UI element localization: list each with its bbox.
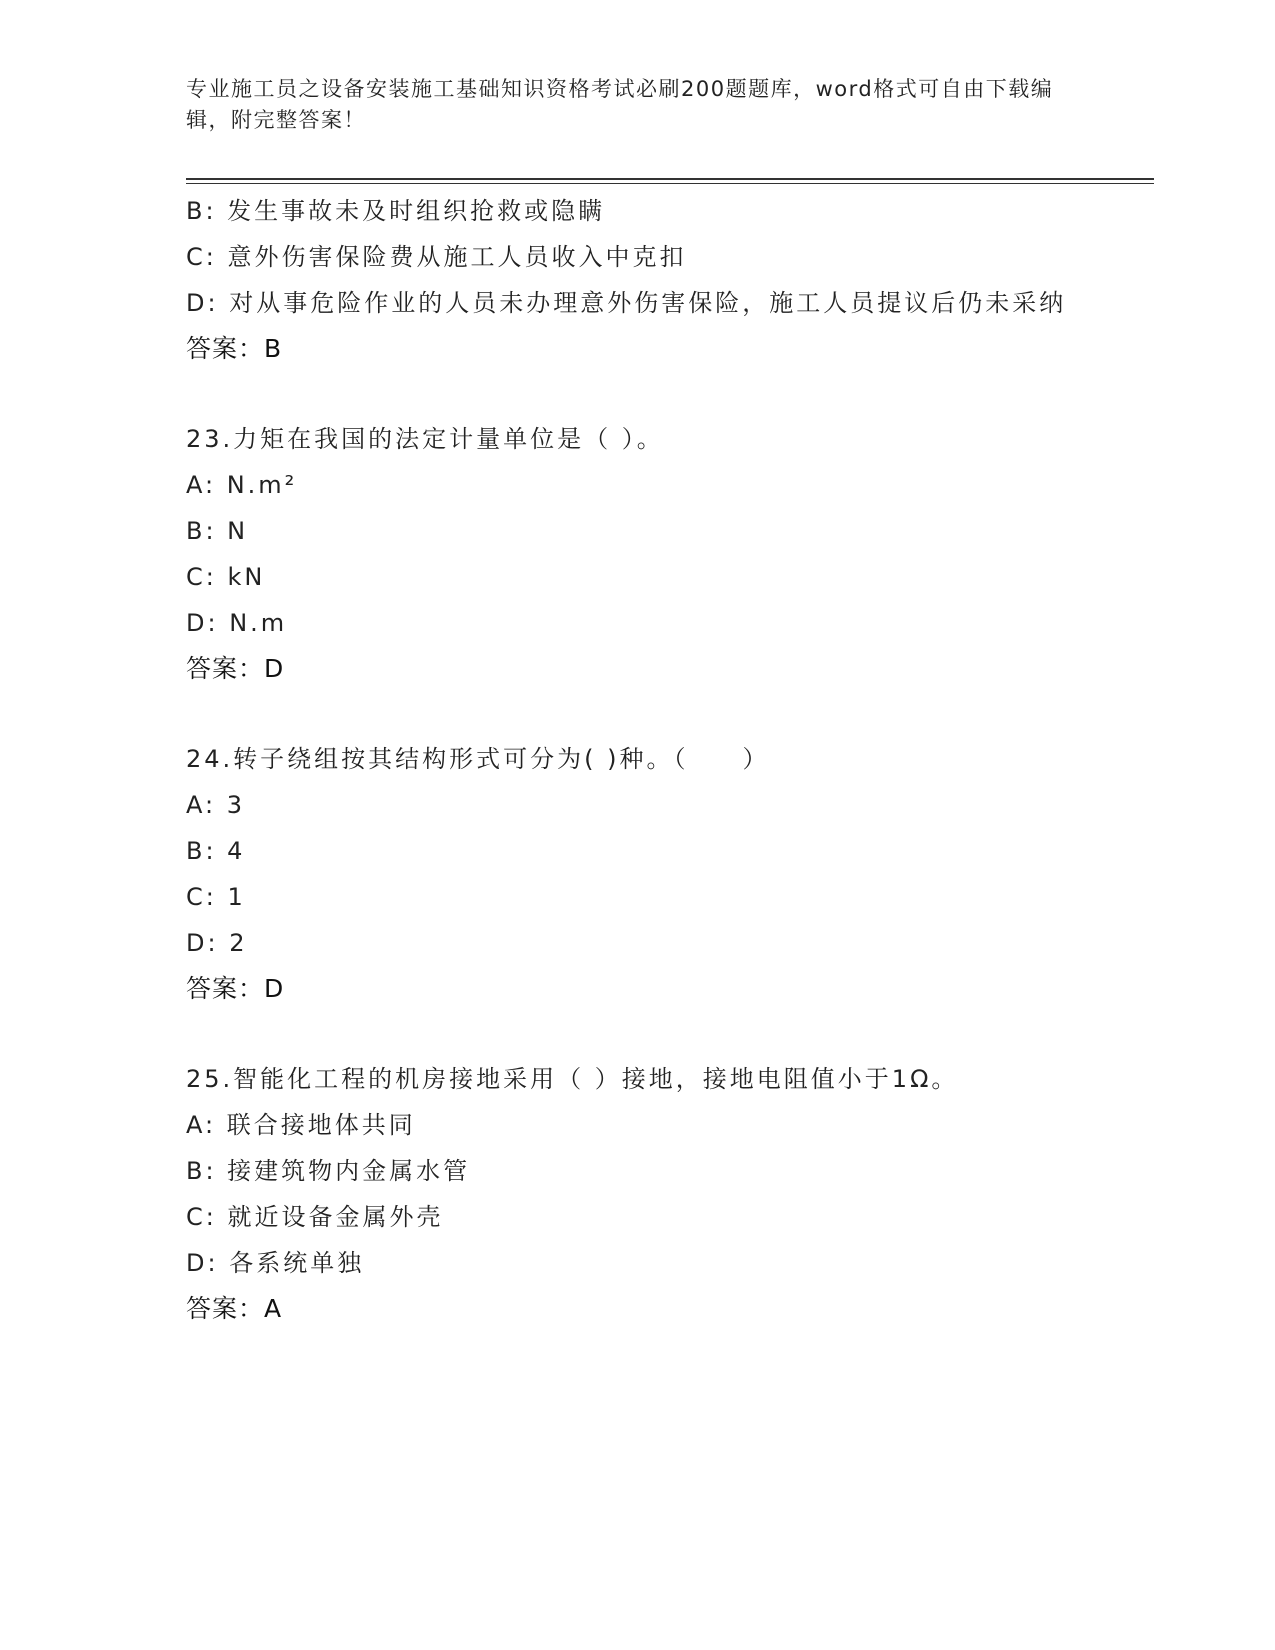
header-divider-thin — [186, 183, 1154, 184]
question-stem: 23.力矩在我国的法定计量单位是（ ）。 — [186, 425, 664, 453]
option-b: B: N — [186, 517, 249, 545]
option-c: C: 意外伤害保险费从施工人员收入中克扣 — [186, 243, 687, 271]
option-d: D: 对从事危险作业的人员未办理意外伤害保险，施工人员提议后仍未采纳 — [186, 289, 1067, 317]
continued-question — [186, 188, 1086, 372]
question-content — [186, 188, 1086, 1376]
document-header: 专业施工员之设备安装施工基础知识资格考试必刷200题题库，word格式可自由下载编辑，附完整答案！ — [186, 77, 1054, 132]
option-c: C: 1 — [186, 883, 246, 911]
option-c: C: 就近设备金属外壳 — [186, 1203, 444, 1231]
question-23 — [186, 416, 1086, 692]
option-d: D: 2 — [186, 929, 248, 957]
option-a: A: N.m² — [186, 471, 298, 499]
answer: 答案：D — [186, 974, 285, 1003]
option-d: D: 各系统单独 — [186, 1249, 365, 1277]
option-b: B: 接建筑物内金属水管 — [186, 1157, 471, 1185]
option-c: C: kN — [186, 563, 266, 591]
question-stem: 25.智能化工程的机房接地采用（ ）接地，接地电阻值小于1Ω。 — [186, 1065, 959, 1093]
answer: 答案：D — [186, 654, 285, 683]
option-b: B: 4 — [186, 837, 246, 865]
answer: 答案：B — [186, 334, 283, 363]
answer: 答案：A — [186, 1294, 283, 1323]
option-d: D: N.m — [186, 609, 288, 637]
header-divider-thick — [186, 178, 1154, 180]
option-b: B: 发生事故未及时组织抢救或隐瞒 — [186, 197, 606, 225]
question-stem: 24.转子绕组按其结构形式可分为( )种。（ ） — [186, 745, 770, 773]
question-25 — [186, 1056, 1086, 1332]
option-a: A: 3 — [186, 791, 245, 819]
option-a: A: 联合接地体共同 — [186, 1111, 416, 1139]
question-24 — [186, 736, 1086, 1012]
